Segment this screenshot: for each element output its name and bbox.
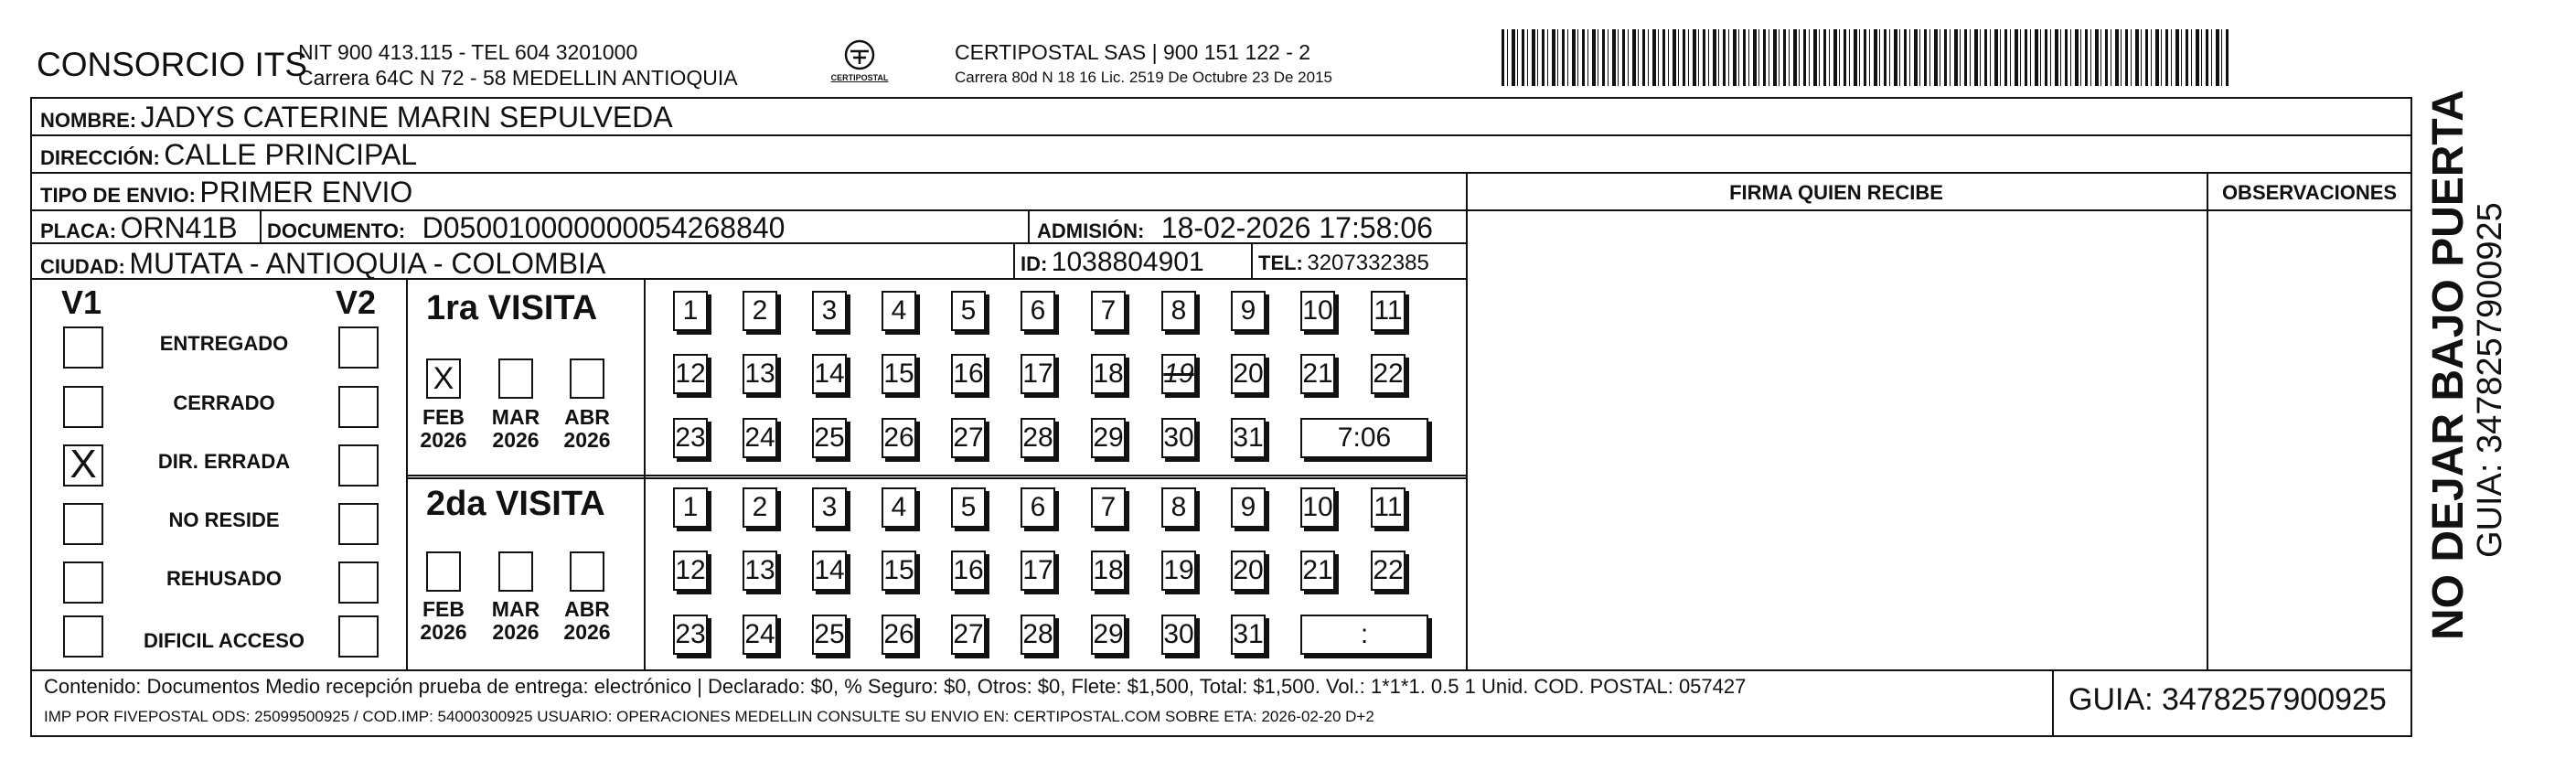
v2-rehusado-checkbox[interactable] (338, 561, 379, 604)
v1-rehusado-checkbox[interactable] (63, 561, 103, 604)
firma-header: FIRMA QUIEN RECIBE (1729, 181, 1943, 204)
visit-1-day-21[interactable]: 21 (1300, 354, 1335, 394)
visit-2-day-17[interactable]: 17 (1021, 551, 1055, 591)
status-label-dificil-acceso: DIFICIL ACCESO (143, 629, 305, 652)
visit-2-day-10[interactable]: 10 (1300, 487, 1335, 528)
visit-2-day-3[interactable]: 3 (812, 487, 847, 528)
visit-1-time-box[interactable]: 7:06 (1300, 418, 1428, 458)
visit-1-day-31[interactable]: 31 (1231, 418, 1266, 458)
nombre-row (40, 101, 673, 134)
visit-2-day-1[interactable]: 1 (673, 487, 708, 528)
visit-2-month-abr-label: ABR 2026 (563, 597, 611, 644)
visit-2-day-26[interactable]: 26 (882, 615, 916, 655)
visit-1-day-25[interactable]: 25 (812, 418, 847, 458)
visit-2-day-13[interactable]: 13 (743, 551, 777, 591)
status-label-dir-errada: DIR. ERRADA (157, 450, 291, 473)
visit-2-day-19[interactable]: 19 (1161, 551, 1196, 591)
footer-line-2: IMP POR FIVEPOSTAL ODS: 25099500925 / COD.IMP: 54000300925 USUARIO: OPERACIONES MEDELLIN CONSULTE SU ENVIO EN: CERTIPOSTAL.COM SOBRE ETA: 2026-02-20 D+2 (44, 708, 1374, 725)
visit-1-day-8[interactable]: 8 (1161, 291, 1196, 331)
visit-2-day-11[interactable]: 11 (1371, 487, 1406, 528)
visit-1-day-19[interactable]: 19 (1161, 354, 1196, 394)
guia-box-text: GUIA: 3478257900925 (2068, 682, 2387, 717)
v1-no-reside-checkbox[interactable] (63, 503, 103, 545)
visit-2-day-23[interactable]: 23 (673, 615, 708, 655)
barcode (1502, 29, 2230, 86)
status-label-rehusado: REHUSADO (166, 567, 282, 590)
visit-1-day-7[interactable]: 7 (1091, 291, 1126, 331)
visit-1-month-feb-label: FEB 2026 (420, 405, 467, 452)
v1-header: V1 (61, 283, 102, 321)
visit-1-day-26[interactable]: 26 (882, 418, 916, 458)
placa-cell (40, 211, 238, 245)
no-dejar-bajo-puerta: NO DEJAR BAJO PUERTA (2424, 90, 2473, 640)
visit-2-day-5[interactable]: 5 (951, 487, 986, 528)
v2-cerrado-checkbox[interactable] (338, 386, 379, 428)
placa-value: ORN41B (120, 211, 238, 244)
nombre-label: NOMBRE: (40, 109, 137, 132)
visit-2-day-18[interactable]: 18 (1091, 551, 1126, 591)
visit-2-title: 2da VISITA (426, 485, 605, 523)
visit-2-month-mar-label: MAR 2026 (491, 597, 540, 644)
direccion-label: DIRECCIÓN: (40, 146, 160, 169)
visit-2-day-29[interactable]: 29 (1091, 615, 1126, 655)
visit-1-day-30[interactable]: 30 (1161, 418, 1196, 458)
v1-dir-errada-checkbox[interactable]: X (63, 444, 103, 487)
visit-1-day-10[interactable]: 10 (1300, 291, 1335, 331)
visit-2-day-20[interactable]: 20 (1231, 551, 1266, 591)
visit-2-day-31[interactable]: 31 (1231, 615, 1266, 655)
visit-1-day-28[interactable]: 28 (1021, 418, 1055, 458)
visit-1-day-6[interactable]: 6 (1021, 291, 1055, 331)
visit-2-day-12[interactable]: 12 (673, 551, 708, 591)
visit-1-day-16[interactable]: 16 (951, 354, 986, 394)
placa-label: PLACA: (40, 219, 117, 242)
visit-1-day-9[interactable]: 9 (1231, 291, 1266, 331)
visit-1-day-13[interactable]: 13 (743, 354, 777, 394)
visit-1-day-3[interactable]: 3 (812, 291, 847, 331)
nombre-value: JADYS CATERINE MARIN SEPULVEDA (140, 101, 673, 134)
tel-cell (1258, 251, 1429, 276)
visit-1-day-15[interactable]: 15 (882, 354, 916, 394)
visit-2-day-21[interactable]: 21 (1300, 551, 1335, 591)
visit-1-day-14[interactable]: 14 (812, 354, 847, 394)
visit-2-month-abr-box[interactable] (570, 551, 604, 592)
visit-1-month-abr-box[interactable] (570, 358, 604, 399)
visit-1-day-20[interactable]: 20 (1231, 354, 1266, 394)
visit-1-day-1[interactable]: 1 (673, 291, 708, 331)
ciudad-cell (40, 247, 605, 281)
admision-cell (1037, 211, 1433, 245)
visit-2-day-24[interactable]: 24 (743, 615, 777, 655)
visit-2-day-9[interactable]: 9 (1231, 487, 1266, 528)
certipostal-line-2: Carrera 80d N 18 16 Lic. 2519 De Octubre 23 De 2015 (955, 69, 1332, 86)
v2-entregado-checkbox[interactable] (338, 326, 379, 369)
v1-cerrado-checkbox[interactable] (63, 386, 103, 428)
tel-value: 3207332385 (1307, 251, 1429, 275)
visit-2-day-16[interactable]: 16 (951, 551, 986, 591)
visit-1-day-5[interactable]: 5 (951, 291, 986, 331)
visit-1-month-mar-box[interactable] (498, 358, 533, 399)
visit-1-day-2[interactable]: 2 (743, 291, 777, 331)
v2-no-reside-checkbox[interactable] (338, 503, 379, 545)
visit-1-title: 1ra VISITA (426, 289, 598, 327)
visit-1-day-18[interactable]: 18 (1091, 354, 1126, 394)
visit-1-day-27[interactable]: 27 (951, 418, 986, 458)
direccion-value: CALLE PRINCIPAL (164, 138, 418, 171)
v2-dir-errada-checkbox[interactable] (338, 444, 379, 487)
visit-1-month-feb-box[interactable]: X (426, 358, 461, 399)
id-label: ID: (1021, 252, 1048, 275)
tel-label: TEL: (1258, 251, 1303, 274)
tipo-row (40, 176, 412, 209)
v2-header: V2 (336, 283, 377, 321)
visit-2-day-8[interactable]: 8 (1161, 487, 1196, 528)
visit-2-time-box[interactable]: : (1300, 615, 1428, 655)
id-value: 1038804901 (1051, 247, 1204, 277)
admision-label: ADMISIÓN: (1037, 219, 1145, 242)
status-label-no-reside: NO RESIDE (168, 508, 280, 531)
visit-2-day-7[interactable]: 7 (1091, 487, 1126, 528)
status-label-cerrado: CERRADO (173, 391, 275, 414)
visit-2-month-feb-box[interactable] (426, 551, 461, 592)
v2-dificil-acceso-checkbox[interactable] (338, 615, 379, 658)
visit-2-day-25[interactable]: 25 (812, 615, 847, 655)
admision-value: 18-02-2026 17:58:06 (1160, 211, 1433, 244)
ciudad-label: CIUDAD: (40, 255, 125, 278)
direccion-row (40, 138, 417, 172)
status-label-entregado: ENTREGADO (159, 332, 289, 355)
visit-2-day-4[interactable]: 4 (882, 487, 916, 528)
visit-1-day-29[interactable]: 29 (1091, 418, 1126, 458)
visit-2-day-6[interactable]: 6 (1021, 487, 1055, 528)
logo-text: CERTIPOSTAL (830, 73, 889, 82)
visit-2-day-28[interactable]: 28 (1021, 615, 1055, 655)
visit-2-day-22[interactable]: 22 (1371, 551, 1406, 591)
company-line-2: Carrera 64C N 72 - 58 MEDELLIN ANTIOQUIA (298, 66, 738, 90)
visit-1-day-17[interactable]: 17 (1021, 354, 1055, 394)
v1-dificil-acceso-checkbox[interactable] (63, 615, 103, 658)
side-guia: GUIA: 3478257900925 (2471, 202, 2509, 558)
visit-2-day-30[interactable]: 30 (1161, 615, 1196, 655)
visit-2-month-feb-label: FEB 2026 (420, 597, 467, 644)
documento-value: D050010000000054268840 (422, 211, 786, 244)
visit-2-day-27[interactable]: 27 (951, 615, 986, 655)
visit-1-day-12[interactable]: 12 (673, 354, 708, 394)
visit-1-day-11[interactable]: 11 (1371, 291, 1406, 331)
v1-entregado-checkbox[interactable] (63, 326, 103, 369)
certipostal-logo (828, 37, 892, 91)
postal-emblem-icon (828, 37, 892, 91)
certipostal-line-1: CERTIPOSTAL SAS | 900 151 122 - 2 (955, 40, 1311, 64)
tipo-value: PRIMER ENVIO (199, 176, 413, 209)
documento-cell (267, 211, 785, 245)
ciudad-value: MUTATA - ANTIOQUIA - COLOMBIA (129, 247, 606, 280)
visit-1-month-abr-label: ABR 2026 (563, 405, 611, 452)
visit-2-day-15[interactable]: 15 (882, 551, 916, 591)
documento-label: DOCUMENTO: (267, 219, 406, 242)
visit-2-day-14[interactable]: 14 (812, 551, 847, 591)
company-line-1: NIT 900 413.115 - TEL 604 3201000 (298, 40, 638, 64)
tipo-label: TIPO DE ENVIO: (40, 184, 196, 207)
visit-1-day-23[interactable]: 23 (673, 418, 708, 458)
visit-1-day-24[interactable]: 24 (743, 418, 777, 458)
company-name: CONSORCIO ITS (37, 46, 308, 83)
visit-2-day-2[interactable]: 2 (743, 487, 777, 528)
id-cell (1021, 247, 1204, 278)
visit-2-month-mar-box[interactable] (498, 551, 533, 592)
visit-1-day-22[interactable]: 22 (1371, 354, 1406, 394)
observaciones-header: OBSERVACIONES (2221, 181, 2398, 204)
visit-1-month-mar-label: MAR 2026 (491, 405, 540, 452)
visit-1-day-4[interactable]: 4 (882, 291, 916, 331)
footer-line-1: Contenido: Documentos Medio recepción prueba de entrega: electrónico | Declarado: $0, % Seguro: $0, Otros: $0, Flete: $1,500, Total: $1,500. Vol.: 1*1*1. 0.5 1 Unid. COD. POSTAL: 057427 (44, 675, 1747, 698)
